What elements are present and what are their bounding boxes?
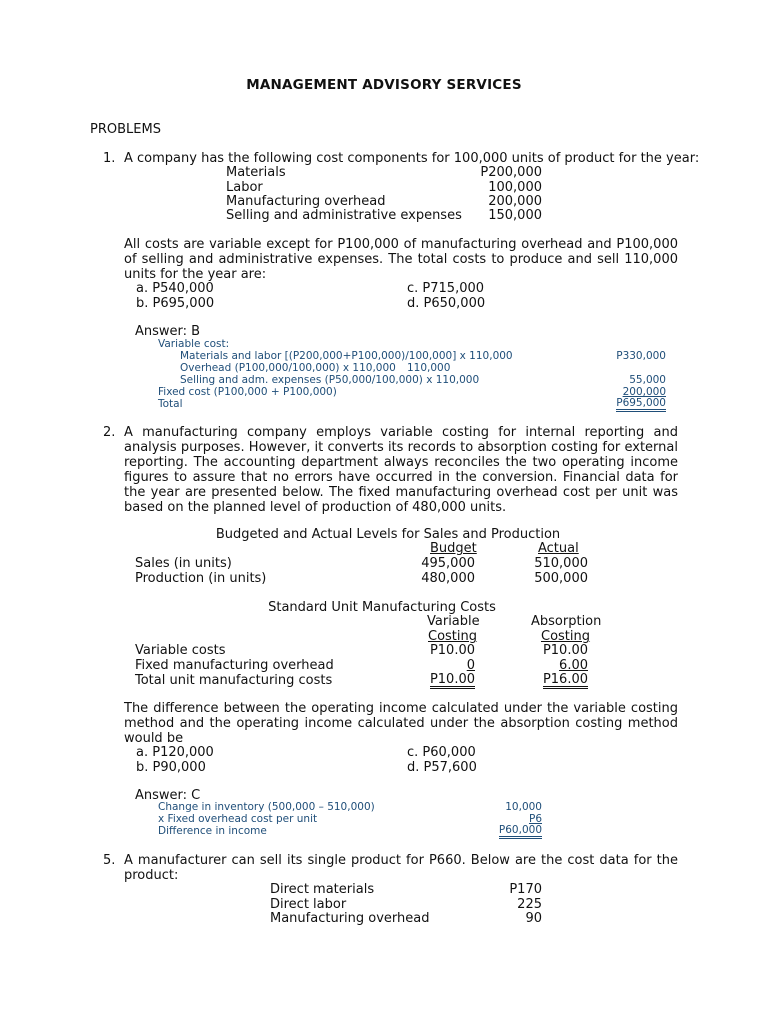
cell: P10.00 [542, 643, 588, 658]
choice-d: d. P650,000 [407, 296, 486, 311]
solution-value: 200,000 [622, 386, 666, 398]
table-title: Standard Unit Manufacturing Costs [268, 600, 496, 615]
solution-line: Overhead (P100,000/100,000) x 110,000 [180, 362, 396, 374]
table-title: Budgeted and Actual Levels for Sales and Production [215, 527, 561, 542]
cell: 495,000 [421, 556, 475, 571]
cost-item-value: 225 [517, 897, 542, 912]
cell: 480,000 [421, 571, 475, 586]
choice-a: a. P540,000 [136, 281, 214, 296]
choice-b: b. P695,000 [136, 296, 215, 311]
column-header: Costing [541, 629, 591, 644]
row-label: Production (in units) [135, 571, 267, 586]
row-label: Variable costs [135, 643, 226, 658]
solution-line: Difference in income [158, 825, 267, 837]
cell: 0 [466, 658, 475, 673]
answer-label: Answer: C [135, 788, 201, 803]
cell: 500,000 [534, 571, 588, 586]
cell-total: P10.00 [429, 672, 475, 687]
solution-line: Fixed cost (P100,000 + P100,000) [158, 386, 337, 398]
cell-total: P16.00 [542, 672, 588, 687]
column-header: Actual [538, 541, 579, 556]
choice-b: b. P90,000 [136, 760, 206, 775]
choice-c: c. P60,000 [407, 745, 476, 760]
column-header: Variable [427, 614, 480, 629]
problem-number: 5. [103, 853, 116, 868]
problem-text: A manufacturing company employs variable costing for internal reporting and analysis purposes. However, it converts its records to absorption costing for external reporting. The accounting department always reconciles the two operating income figures to assure that no errors have occurred in the conversion. Financial data for the year are presented below. The fixed manufacturing overhead cost per unit was based on the planned level of production of 480,000 units. [124, 425, 678, 515]
cost-item-value: 150,000 [488, 208, 542, 223]
problem-number: 1. [103, 151, 116, 166]
cost-item-value: 200,000 [488, 194, 542, 209]
cost-item-value: 100,000 [488, 180, 542, 195]
solution-line: Change in inventory (500,000 – 510,000) [158, 801, 375, 813]
cost-item-label: Selling and administrative expenses [226, 208, 462, 223]
problem-question: The difference between the operating income calculated under the variable costing method and the operating income calculated under the absorption costing method would be [124, 701, 678, 746]
solution-line: Total [158, 398, 183, 410]
solution-line: x Fixed overhead cost per unit [158, 813, 318, 825]
row-label: Sales (in units) [135, 556, 232, 571]
solution-value: 10,000 [505, 801, 542, 813]
cost-item-label: Direct materials [270, 882, 375, 897]
choice-c: c. P715,000 [407, 281, 485, 296]
cell: 510,000 [534, 556, 588, 571]
solution-line: Variable cost: [158, 338, 230, 350]
column-header: Absorption [531, 614, 602, 629]
cost-item-value: P170 [509, 882, 542, 897]
problem-text: A manufacturer can sell its single product for P660. Below are the cost data for the product: [124, 853, 678, 883]
solution-total: P695,000 [616, 398, 666, 412]
row-label: Total unit manufacturing costs [135, 673, 333, 688]
problem-number: 2. [103, 425, 116, 440]
cost-item-label: Manufacturing overhead [270, 911, 430, 926]
problem-intro: A company has the following cost components for 100,000 units of product for the year: [124, 151, 700, 166]
cell: 6.00 [559, 658, 588, 673]
column-header: Costing [428, 629, 478, 644]
column-header: Budget [430, 541, 477, 556]
row-label: Fixed manufacturing overhead [135, 658, 334, 673]
problem-question: All costs are variable except for P100,000 of manufacturing overhead and P100,000 of selling and administrative expenses. The total costs to produce and sell 110,000 units for the year are: [124, 237, 678, 282]
section-heading: PROBLEMS [90, 122, 161, 137]
solution-line: Materials and labor [(P200,000+P100,000)/100,000] x 110,000 [180, 350, 513, 362]
document-title: MANAGEMENT ADVISORY SERVICES [246, 77, 522, 93]
choice-a: a. P120,000 [136, 745, 214, 760]
answer-label: Answer: B [135, 324, 201, 339]
solution-value: P330,000 [616, 350, 666, 362]
cell: P10.00 [429, 643, 475, 658]
cost-item-label: Direct labor [270, 897, 347, 912]
choice-d: d. P57,600 [407, 760, 477, 775]
solution-total: P60,000 [499, 825, 542, 839]
solution-value: 110,000 [407, 362, 451, 374]
cost-item-value: P200,000 [480, 165, 542, 180]
cost-item-label: Labor [226, 180, 263, 195]
solution-value: P6 [528, 813, 542, 825]
cost-item-label: Materials [226, 165, 286, 180]
cost-item-label: Manufacturing overhead [226, 194, 386, 209]
solution-line: Selling and adm. expenses (P50,000/100,000) x 110,000 [180, 374, 480, 386]
solution-value: 55,000 [629, 374, 666, 386]
cost-item-value: 90 [525, 911, 542, 926]
